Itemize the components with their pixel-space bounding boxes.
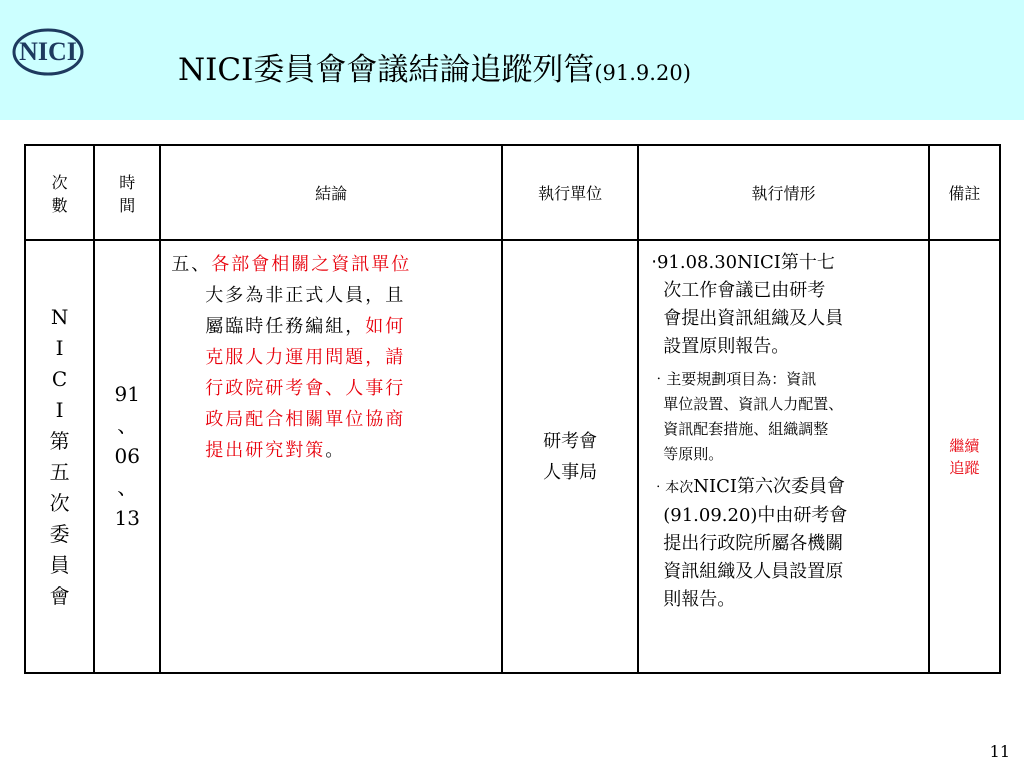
- status-line: 會提出資訊組織及人員: [663, 308, 844, 329]
- session-char: C: [51, 366, 68, 391]
- title-text: NICI委員會會議結論追蹤列管: [178, 52, 595, 88]
- conclusion-line: [171, 373, 491, 404]
- conclusion-segment: 政局配合相關單位協商: [205, 409, 406, 430]
- session-char: 五: [49, 459, 70, 484]
- header-note: 備註: [929, 145, 1000, 240]
- header-conclusion: 結論: [160, 145, 502, 240]
- conclusion-line: [171, 435, 491, 466]
- date-part: 13: [114, 506, 140, 530]
- conclusion-line: [171, 280, 491, 311]
- session-char: 會: [49, 583, 70, 608]
- cell-session: [25, 240, 94, 673]
- conclusion-line: [171, 342, 491, 373]
- conclusion-segment: 克服人力運用問題，請: [205, 347, 406, 368]
- status-line: ‧主要規劃項目為：資訊: [651, 370, 817, 388]
- conclusion-line: [171, 311, 491, 342]
- cell-conclusion: [160, 240, 502, 673]
- status-line: 則報告。: [663, 589, 736, 610]
- conclusion-segment: 各部會相關之資訊單位: [211, 254, 412, 275]
- status-prefix: ‧本次: [651, 480, 694, 496]
- table-row: [25, 240, 1000, 673]
- conclusion-line: [171, 404, 491, 435]
- session-char: I: [55, 335, 64, 360]
- date-part: 91: [114, 382, 140, 406]
- date-part: 、: [117, 475, 138, 499]
- conclusion-line: [171, 249, 491, 280]
- status-line: (91.09.20)中由研考會: [663, 505, 848, 526]
- conclusion-segment: 如何: [365, 316, 406, 337]
- cell-status: [638, 240, 929, 673]
- session-char: I: [55, 397, 64, 422]
- status-line: 次工作會議已由研考: [663, 280, 826, 301]
- table-header-row: [25, 145, 1000, 240]
- status-bullet: [651, 249, 924, 361]
- status-line: 等原則。: [663, 445, 724, 463]
- session-char: 次: [49, 490, 70, 515]
- status-line: 資訊組織及人員設置原: [663, 561, 844, 582]
- header-band: [0, 0, 1024, 120]
- status-line: 設置原則報告。: [663, 336, 790, 357]
- status-line: 資訊配套措施、組織調整: [663, 420, 829, 438]
- header-session: 次 數: [25, 145, 94, 240]
- tracking-table: [24, 144, 1001, 674]
- status-line: 提出行政院所屬各機關: [663, 533, 844, 554]
- conclusion-prefix: 五、: [171, 254, 212, 275]
- svg-text:NICI: NICI: [19, 37, 77, 66]
- date-part: 06: [114, 444, 140, 468]
- conclusion-segment: 屬臨時任務編組，: [205, 316, 366, 337]
- status-line: 單位設置、資訊人力配置、: [663, 395, 844, 413]
- session-char: 員: [49, 552, 70, 577]
- header-unit: 執行單位: [502, 145, 638, 240]
- cell-date: [94, 240, 160, 673]
- conclusion-segment: 。: [325, 440, 346, 461]
- cell-note: [929, 240, 1000, 673]
- status-bullet: [651, 367, 924, 467]
- conclusion-segment: 提出研究對策: [205, 440, 326, 461]
- nici-logo: [8, 20, 88, 80]
- conclusion-segment: 行政院研考會、人事行: [205, 378, 406, 399]
- status-bullet: [651, 473, 924, 614]
- session-char: 第: [49, 428, 70, 453]
- status-line: NICI第六次委員會: [693, 476, 845, 497]
- page-title: [178, 44, 691, 89]
- cell-unit: [502, 240, 638, 673]
- session-char: N: [50, 304, 69, 329]
- page-number: 11: [989, 742, 1010, 761]
- unit-line: 人事局: [543, 461, 598, 483]
- note-line: 繼續: [949, 436, 980, 455]
- date-part: 、: [117, 413, 138, 437]
- session-char: 委: [49, 521, 70, 546]
- unit-line: 研考會: [543, 430, 598, 452]
- note-line: 追蹤: [949, 458, 980, 477]
- header-time: 時 間: [94, 145, 160, 240]
- conclusion-segment: 大多為非正式人員，且: [205, 285, 406, 306]
- status-line: ‧91.08.30NICI第十七: [651, 252, 835, 273]
- title-date: (91.9.20): [594, 61, 691, 85]
- header-status: 執行情形: [638, 145, 929, 240]
